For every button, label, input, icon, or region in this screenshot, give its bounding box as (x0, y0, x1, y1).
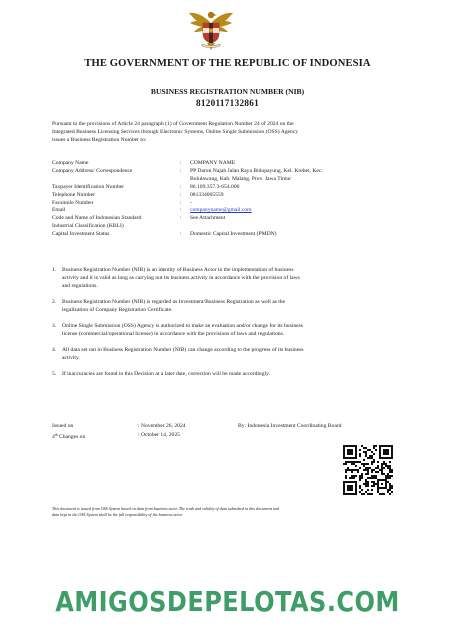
note-line: Business Registration Number (NIB) is an identity of Business Actor in the implementation of business (62, 267, 294, 273)
intro-paragraph (52, 120, 407, 145)
note-item (52, 266, 408, 290)
info-label: Telephone Number (52, 191, 95, 198)
issued-by: By: Indonesia Investment Coordinating Board (238, 423, 342, 429)
issued-label: Issued on (52, 423, 74, 429)
info-label (52, 215, 180, 231)
info-label: Capital Investment Status (52, 231, 110, 238)
changes-number: 4 (52, 434, 55, 440)
company-name-value: COMPANY NAME (190, 160, 236, 166)
document-title: BUSINESS REGISTRATION NUMBER (NIB) (150, 87, 305, 96)
issuance-block (52, 422, 234, 442)
info-label: Facsimile Number (52, 199, 94, 206)
tax-value: 86.109.357.3-654.000 (190, 183, 240, 190)
intro-line: Pursuant to the provisions of Article 24 paragraph (1) of Government Regulation Number 24 of 2024 on the (52, 121, 294, 127)
note-text (62, 370, 408, 378)
address-value (190, 168, 412, 184)
note-item (52, 346, 408, 362)
note-text (62, 346, 408, 362)
info-colon: : (180, 160, 182, 166)
note-line: license (commercial/operational license) in accordance with the provisions of laws and regulations. (62, 331, 285, 337)
footnote-line: data kept in the OSS System shall be the full responsibility of the business actor. (52, 511, 183, 517)
note-line: Business Registration Number (NIB) is regarded as Investment/Business Registration as well as the (62, 299, 286, 305)
kbli-value: See Attachment (190, 215, 226, 222)
changes-label (52, 431, 138, 442)
capital-value: Domestic Capital Investment (PMDN) (190, 231, 277, 238)
note-line: Online Single Submission (OSS) Agency is authorized to make an evaluation and/or change for its business (62, 323, 303, 329)
note-item (52, 322, 408, 338)
info-row-tax (52, 184, 412, 192)
address-line: PP Darun Najah Jalan Raya Bulupayung, Kel. Krebet, Kec. (190, 167, 323, 174)
info-colon: : (180, 191, 182, 198)
changes-ordinal: th (54, 433, 58, 437)
info-row-phone (52, 192, 412, 200)
notes-list (52, 266, 408, 378)
info-row-company-name (52, 160, 412, 168)
issued-row (52, 422, 234, 431)
note-number: 5. (52, 371, 57, 377)
garuda-emblem-icon (186, 8, 236, 54)
info-colon: : (180, 215, 182, 222)
note-item (52, 370, 408, 378)
footnote-line: This document is issued from OSS System based on data from business actor. The truth and validity of data submitted in this document and (52, 506, 280, 511)
note-number: 1. (52, 267, 57, 273)
phone-value: 081334005559 (190, 191, 224, 198)
info-colon: : (180, 231, 182, 238)
note-item (52, 298, 408, 314)
company-info-table (52, 160, 412, 239)
info-row-kbli (52, 215, 412, 231)
note-number: 3. (52, 323, 57, 329)
note-line: All data set out in Business Registration Number (NIB) can change according to the progress of its business (62, 347, 304, 353)
info-colon: : (180, 207, 182, 214)
info-colon: : (180, 199, 182, 206)
note-number: 2. (52, 299, 57, 305)
info-colon: : (180, 183, 182, 190)
kbli-label-line: Code and Name of Indonesian Standard (52, 215, 142, 222)
info-row-capital (52, 231, 412, 239)
info-row-fax (52, 200, 412, 208)
note-line: If inaccuracies are found in this Decision at a later date, correction will be made accordingly. (62, 371, 270, 377)
info-label: Company Name (52, 160, 89, 166)
fax-value: - (190, 199, 192, 206)
info-label: Email (52, 207, 66, 214)
info-colon: : (180, 167, 182, 174)
info-label: Company Address/ Correspondence (52, 167, 133, 174)
government-title: THE GOVERNMENT OF THE REPUBLIC OF INDONESIA (84, 58, 371, 69)
note-number: 4. (52, 347, 57, 353)
note-line: legalization of Company Registration Certificate. (62, 307, 173, 313)
note-line: activity and it is valid as long as carrying out its business activity in accordance with the provision of laws (62, 275, 300, 281)
note-text (62, 266, 408, 290)
info-row-address (52, 168, 412, 184)
issued-value: : November 26, 2024 (138, 423, 186, 429)
changes-value: : October 14, 2025 (138, 432, 180, 438)
info-label: Taxpayer Identification Number (52, 183, 124, 190)
watermark-text: AMIGOSDEPELOTAS.COM (55, 585, 400, 618)
note-text (62, 298, 408, 314)
email-link[interactable]: companyname@gmail.com (190, 207, 252, 214)
footnote (52, 506, 412, 517)
note-line: activity. (62, 355, 80, 361)
intro-line: Integrated Business Licensing Services through Electronic Systems, Online Single Submission (OSS) Agency (52, 129, 299, 136)
registration-number: 8120117132861 (195, 98, 260, 108)
kbli-label-line: Industrial Classification (KBLI) (52, 223, 124, 230)
intro-line: issues a Business Registration Number to: (52, 137, 147, 144)
note-text (62, 322, 408, 338)
qr-code-icon (343, 444, 393, 496)
changes-row (52, 431, 234, 442)
address-line: Bululawang, Kab. Malang, Prov. Jawa Timur (190, 175, 292, 182)
note-line: and regulations. (62, 283, 98, 289)
changes-text: Changes on (57, 434, 86, 440)
